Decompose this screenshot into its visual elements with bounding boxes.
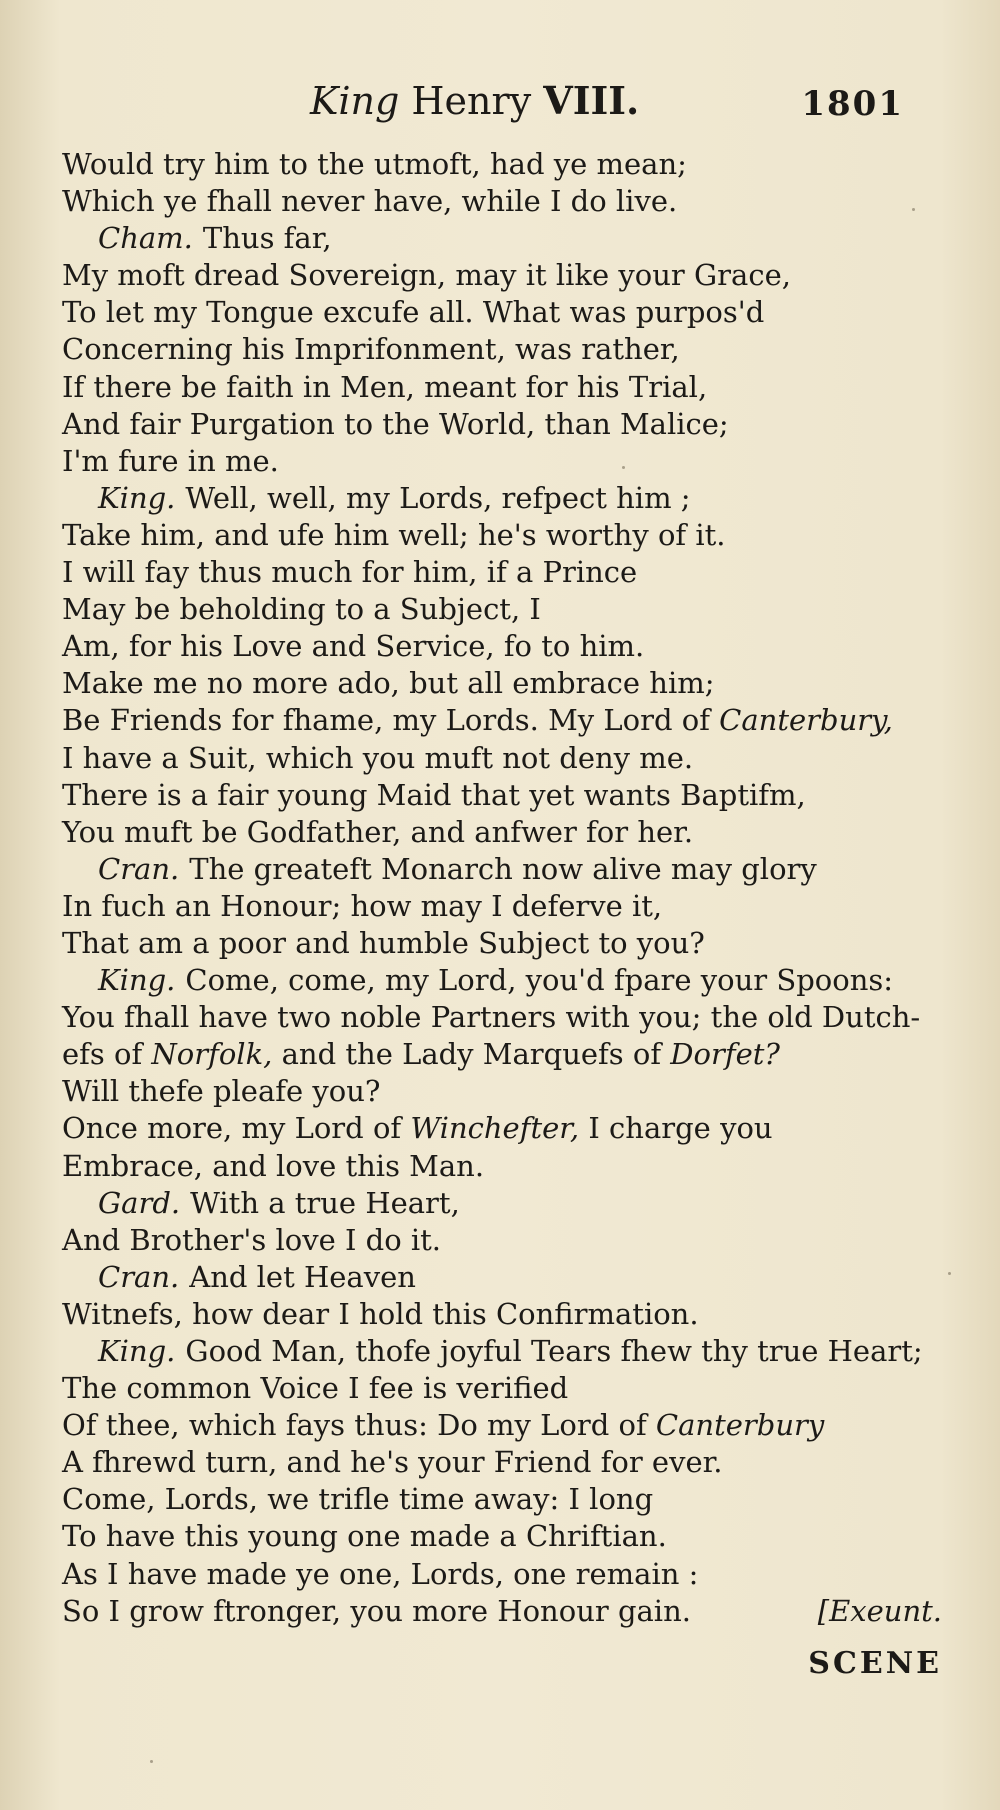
verse-line [62,1036,942,1073]
verse-line [62,146,942,183]
line-text: With a true Heart, [190,1185,460,1220]
line-text: Concerning his Imprifonment, was rather, [62,332,680,367]
speaker-name: King. [98,480,176,515]
verse-line [62,1222,942,1259]
line-text: There is a fair young Maid that yet wants Baptifm, [62,777,806,812]
paper-speck [912,208,915,211]
line-text: And Brother's love I do it. [62,1222,442,1257]
verse-line [62,1556,942,1593]
line-text-continued: and the Lady Marquefs of [272,1037,671,1072]
line-text: In fuch an Honour; how may I deferve it, [62,888,663,923]
verse-line [62,591,942,628]
speech-line-with-speaker [62,480,942,517]
line-text: Good Man, thofe joyful Tears fhew thy true Heart; [185,1334,923,1368]
speech-line-with-speaker [62,851,942,888]
line-text: Take him, and ufe him well; he's worthy of it. [62,517,726,552]
running-title-numeral: VIII. [543,78,640,123]
speaker-name: Gard. [98,1185,181,1220]
line-text: As I have made ye one, Lords, one remain : [62,1556,699,1591]
speech-line-with-speaker [62,1333,942,1370]
running-title-henry: Henry [399,79,544,123]
running-title-king: King [310,79,400,123]
verse-line [62,1407,942,1444]
catchword: SCENE [808,1646,942,1681]
speech-line-with-speaker [62,220,942,257]
speaker-name: Cham. [98,221,193,256]
line-text: Would try him to the utmoft, had ye mean; [62,147,687,181]
line-text: And fair Purgation to the World, than Malice; [62,406,729,441]
verse-line [62,517,942,554]
line-text: And let Heaven [189,1259,416,1294]
page-number: 1801 [801,84,904,124]
line-text: So I grow ftronger, you more Honour gain. [62,1593,691,1628]
line-text: Thus far, [202,221,332,256]
paper-speck [150,1760,153,1763]
paper-speck [622,466,625,469]
page-header [0,78,1000,138]
line-text: The common Voice I fee is verified [62,1371,569,1406]
verse-line [62,183,942,220]
verse-line [62,1518,942,1555]
line-text: Am, for his Love and Service, fo to him. [62,629,645,664]
verse-line [62,406,942,443]
speaker-name: Cran. [98,851,180,886]
line-text: That am a poor and humble Subject to you? [62,925,705,960]
stage-direction: [Exeunt. [817,1593,942,1628]
line-text: Of thee, which fays thus: Do my Lord of [62,1408,656,1443]
verse-line [62,1073,942,1110]
verse-line [62,628,942,665]
line-text: efs of [62,1037,152,1072]
line-text: A fhrewd turn, and he's your Friend for ever. [62,1445,723,1480]
speaker-name: King. [98,1334,176,1368]
line-text: If there be faith in Men, meant for his Trial, [62,369,708,404]
verse-line [62,554,942,591]
line-text: The greateft Monarch now alive may glory [189,851,817,886]
verse-line [62,702,942,739]
line-text: I have a Suit, which you muft not deny me. [62,740,694,775]
verse-line [62,257,942,294]
verse-line [62,1593,942,1630]
line-text: Embrace, and love this Man. [62,1148,485,1183]
line-text: Come, come, my Lord, you'd fpare your Spoons: [185,963,894,998]
line-text: You muft be Godfather, and anfwer for her. [62,814,694,849]
verse-line [62,1148,942,1185]
verse-line [62,1296,942,1333]
line-text: Once more, my Lord of [62,1111,411,1146]
verse-line [62,740,942,777]
speaker-name: King. [98,963,176,998]
verse-line [62,443,942,480]
verse-line [62,888,942,925]
verse-line [62,331,942,368]
line-text-continued: I charge you [579,1111,773,1146]
italic-name: Dorfet? [670,1037,780,1072]
line-text: Make me no more ado, but all embrace him; [62,666,715,701]
italic-name: Winchefter, [410,1111,580,1146]
paper-speck [948,1272,951,1275]
line-text: Come, Lords, we trifle time away: I long [62,1482,654,1517]
speaker-name: Cran. [98,1259,180,1294]
line-text: I'm fure in me. [62,443,279,478]
verse-line [62,1110,942,1147]
verse-line [62,369,942,406]
italic-name: Canterbury, [719,703,893,738]
verse-line [62,1444,942,1481]
line-text: Will thefe pleafe you? [62,1074,381,1109]
verse-line [62,999,942,1036]
line-text: Witnefs, how dear I hold this Confirmation. [62,1296,699,1331]
line-text: May be beholding to a Subject, I [62,592,541,627]
italic-name: Norfolk, [151,1037,273,1072]
running-title [310,78,639,123]
italic-name: Canterbury [655,1408,825,1443]
verse-line [62,814,942,851]
line-text: Well, well, my Lords, refpect him ; [185,480,691,515]
line-text: You fhall have two noble Partners with you; the old Dutch- [62,1000,921,1035]
verse-line [62,1370,942,1407]
line-text: To let my Tongue excufe all. What was purpos'd [62,295,765,330]
speech-line-with-speaker [62,1259,942,1296]
line-text: To have this young one made a Chriftian. [62,1519,667,1554]
verse-line [62,1481,942,1518]
play-text [62,146,942,1630]
verse-line [62,294,942,331]
line-text: Which ye fhall never have, while I do live. [62,184,678,219]
speech-line-with-speaker [62,1185,942,1222]
verse-line [62,777,942,814]
verse-line [62,665,942,702]
line-text: My moft dread Sovereign, may it like your Grace, [62,258,791,293]
speech-line-with-speaker [62,962,942,999]
verse-line [62,925,942,962]
line-text: I will fay thus much for him, if a Prince [62,555,638,590]
line-text: Be Friends for fhame, my Lords. My Lord of [62,703,720,738]
